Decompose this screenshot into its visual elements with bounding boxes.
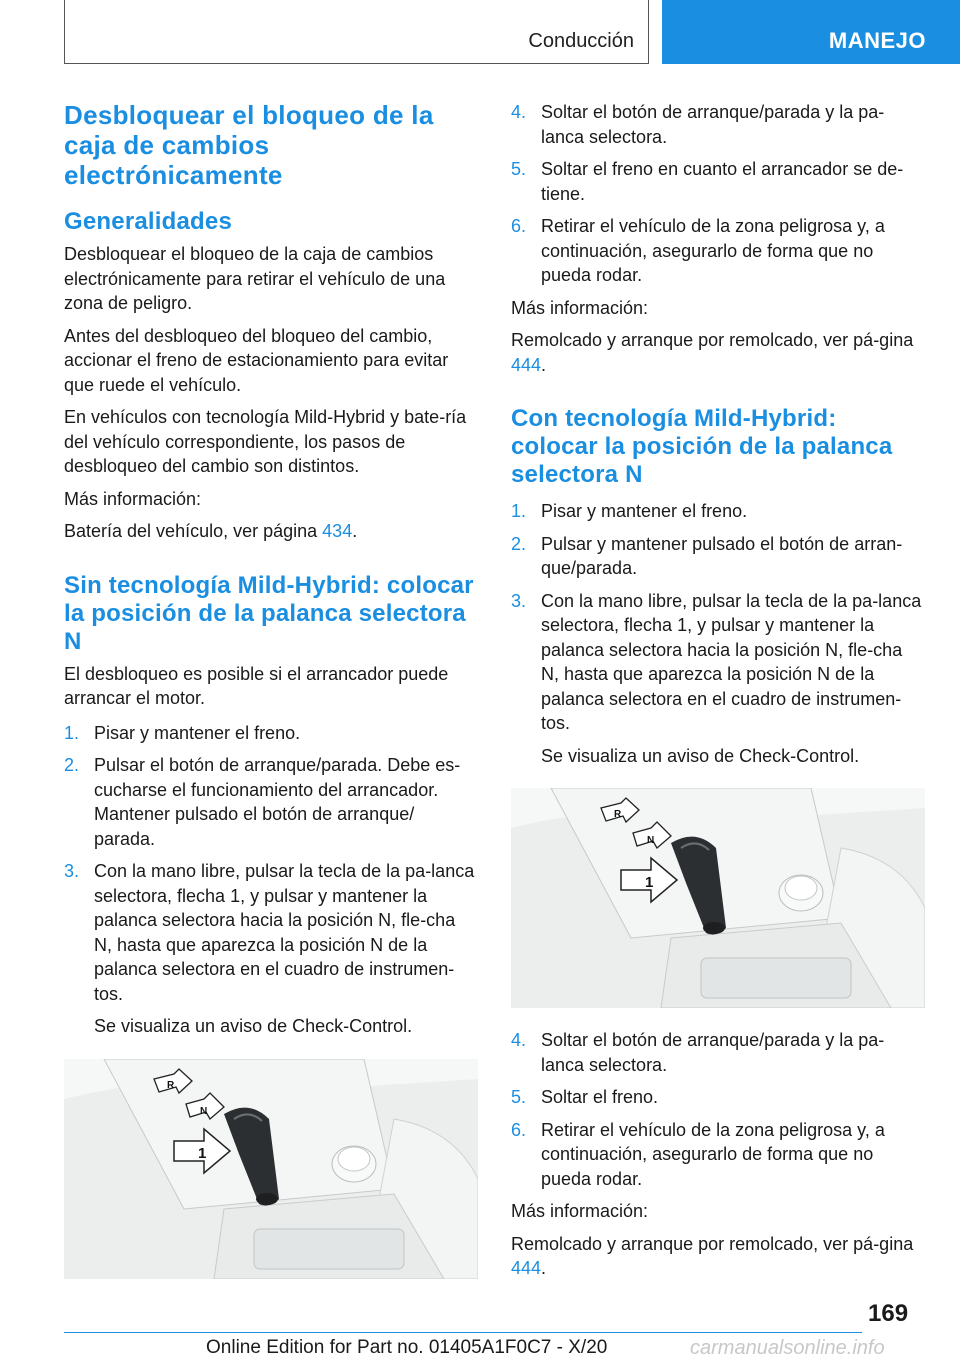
list-item bbox=[511, 100, 925, 149]
gear-selector-illustration bbox=[64, 1059, 478, 1279]
list-item bbox=[511, 214, 925, 288]
watermark: carmanualsonline.info bbox=[690, 1337, 885, 1359]
general-paragraph-2: Antes del desbloqueo del bloqueo del cambio, accionar el freno de estacionamiento para evitar que ruede el vehículo. bbox=[64, 325, 449, 395]
step-number: 1. bbox=[64, 722, 80, 743]
step-subtext: Se visualiza un aviso de Check-Control. bbox=[541, 745, 860, 766]
heading-general: Generalidades bbox=[64, 208, 233, 235]
arrow-label-n: N bbox=[200, 1105, 208, 1117]
header-section-title: Conducción bbox=[528, 30, 634, 52]
header-chapter-tab: MANEJO bbox=[662, 0, 960, 64]
battery-reference-text: Batería del vehículo, ver página bbox=[64, 521, 323, 541]
right-column bbox=[511, 100, 925, 1289]
more-info-label: Más información: bbox=[64, 488, 202, 509]
step-number: 3. bbox=[64, 861, 80, 881]
battery-page-link[interactable]: 434 bbox=[322, 521, 353, 541]
step-number: 2. bbox=[511, 533, 527, 554]
without-steps-list bbox=[64, 721, 478, 1039]
general-paragraph-3: En vehículos con tecnología Mild-Hybrid y bate-ría del vehículo correspondiente, los pasos de desbloqueo del cambio son distintos. bbox=[64, 407, 467, 476]
page-title: Desbloquear el bloqueo de la caja de cambios electrónicamente bbox=[64, 100, 434, 190]
with-steps-list-continued bbox=[511, 1028, 925, 1191]
list-item bbox=[511, 589, 925, 769]
step-number: 3. bbox=[511, 590, 527, 611]
arrow-label-n: N bbox=[647, 835, 655, 846]
page-number: 169 bbox=[868, 1300, 909, 1327]
step-text: Soltar el freno en cuanto el arrancador se de-tiene. bbox=[541, 159, 904, 204]
list-item bbox=[511, 532, 925, 581]
step-text: Soltar el botón de arranque/parada y la pa-lanca selectora. bbox=[541, 1030, 885, 1075]
list-item bbox=[64, 753, 478, 851]
step-number: 4. bbox=[511, 102, 527, 122]
without-intro: El desbloqueo es posible si el arrancador puede arrancar el motor. bbox=[64, 663, 449, 708]
heading-without-mild-hybrid: Sin tecnología Mild-Hybrid: colocar la posición de la palanca selectora N bbox=[64, 571, 474, 655]
list-item bbox=[511, 157, 925, 206]
arrow-label-1: 1 bbox=[645, 874, 654, 891]
footer-divider bbox=[64, 1332, 862, 1333]
more-info-label: Más información: bbox=[511, 1201, 649, 1221]
edition-footer: Online Edition for Part no. 01405A1F0C7 - X/20 bbox=[206, 1337, 608, 1358]
without-steps-list-continued bbox=[511, 100, 925, 288]
list-item bbox=[64, 721, 478, 746]
towing-reference bbox=[511, 1232, 925, 1281]
towing-reference-end: . bbox=[541, 354, 547, 375]
step-text: Con la mano libre, pulsar la tecla de la pa-lanca selectora, flecha 1, y pulsar y mantener la palanca selectora hacia la posición N, fle-cha N, hasta que aparezca la posición N de la palanca selectora en el cuadro de instrumen-tos. bbox=[94, 861, 475, 1004]
towing-reference-text: Remolcado y arranque por remolcado, ver pá-gina bbox=[511, 1233, 914, 1254]
step-number: 5. bbox=[511, 1087, 527, 1107]
step-text: Pulsar el botón de arranque/parada. Debe es-cucharse el funcionamiento del arrancador. Mantener pulsado el botón de arranque/ parada. bbox=[94, 755, 461, 849]
step-number: 6. bbox=[511, 216, 527, 236]
list-item bbox=[511, 499, 925, 524]
more-info-label: Más información: bbox=[511, 297, 649, 318]
step-text: Soltar el freno. bbox=[541, 1087, 659, 1107]
towing-reference-end: . bbox=[541, 1258, 547, 1278]
step-text: Pisar y mantener el freno. bbox=[94, 722, 301, 743]
left-column bbox=[64, 100, 478, 1299]
list-item bbox=[64, 859, 478, 1039]
step-number: 5. bbox=[511, 159, 527, 179]
gear-selector-drawing bbox=[64, 1059, 478, 1279]
list-item bbox=[511, 1028, 925, 1077]
step-text: Soltar el botón de arranque/parada y la pa-lanca selectora. bbox=[541, 102, 885, 147]
gear-selector-illustration bbox=[511, 788, 925, 1008]
step-text: Pulsar y mantener pulsado el botón de arran-que/parada. bbox=[541, 533, 903, 578]
general-paragraph-1: Desbloquear el bloqueo de la caja de cambios electrónicamente para retirar el vehículo de una zona de peligro. bbox=[64, 244, 446, 313]
step-text: Con la mano libre, pulsar la tecla de la pa-lanca selectora, flecha 1, y pulsar y mantener la palanca selectora hacia la posición N, fle-cha N, hasta que aparezca la posición N de la palanca selectora en el cuadro de instrumen-tos. bbox=[541, 590, 922, 733]
header-section-box bbox=[64, 0, 649, 64]
step-text: Retirar el vehículo de la zona peligrosa y, a continuación, asegurarlo de forma que no pueda rodar. bbox=[541, 1119, 885, 1189]
arrow-label-1: 1 bbox=[198, 1144, 207, 1162]
towing-reference-text: Remolcado y arranque por remolcado, ver pá-gina bbox=[511, 330, 914, 350]
heading-with-mild-hybrid: Con tecnología Mild-Hybrid: colocar la posición de la palanca selectora N bbox=[511, 405, 893, 488]
list-item bbox=[511, 1085, 925, 1110]
towing-reference bbox=[511, 328, 925, 377]
battery-reference-end: . bbox=[352, 521, 358, 541]
list-item bbox=[511, 1118, 925, 1192]
step-number: 4. bbox=[511, 1030, 527, 1050]
step-number: 1. bbox=[511, 501, 527, 521]
with-steps-list bbox=[511, 499, 925, 768]
step-text: Retirar el vehículo de la zona peligrosa y, a continuación, asegurarlo de forma que no pueda rodar. bbox=[541, 216, 885, 285]
towing-page-link[interactable]: 444 bbox=[511, 1258, 542, 1278]
step-subtext: Se visualiza un aviso de Check-Control. bbox=[94, 1016, 413, 1036]
towing-page-link[interactable]: 444 bbox=[511, 354, 542, 375]
arrow-label-r: R bbox=[167, 1079, 175, 1091]
step-text: Pisar y mantener el freno. bbox=[541, 501, 748, 521]
battery-reference bbox=[64, 519, 478, 544]
gear-selector-drawing bbox=[511, 788, 925, 1008]
step-number: 2. bbox=[64, 755, 80, 775]
arrow-label-r: R bbox=[614, 809, 622, 820]
step-number: 6. bbox=[511, 1119, 527, 1140]
